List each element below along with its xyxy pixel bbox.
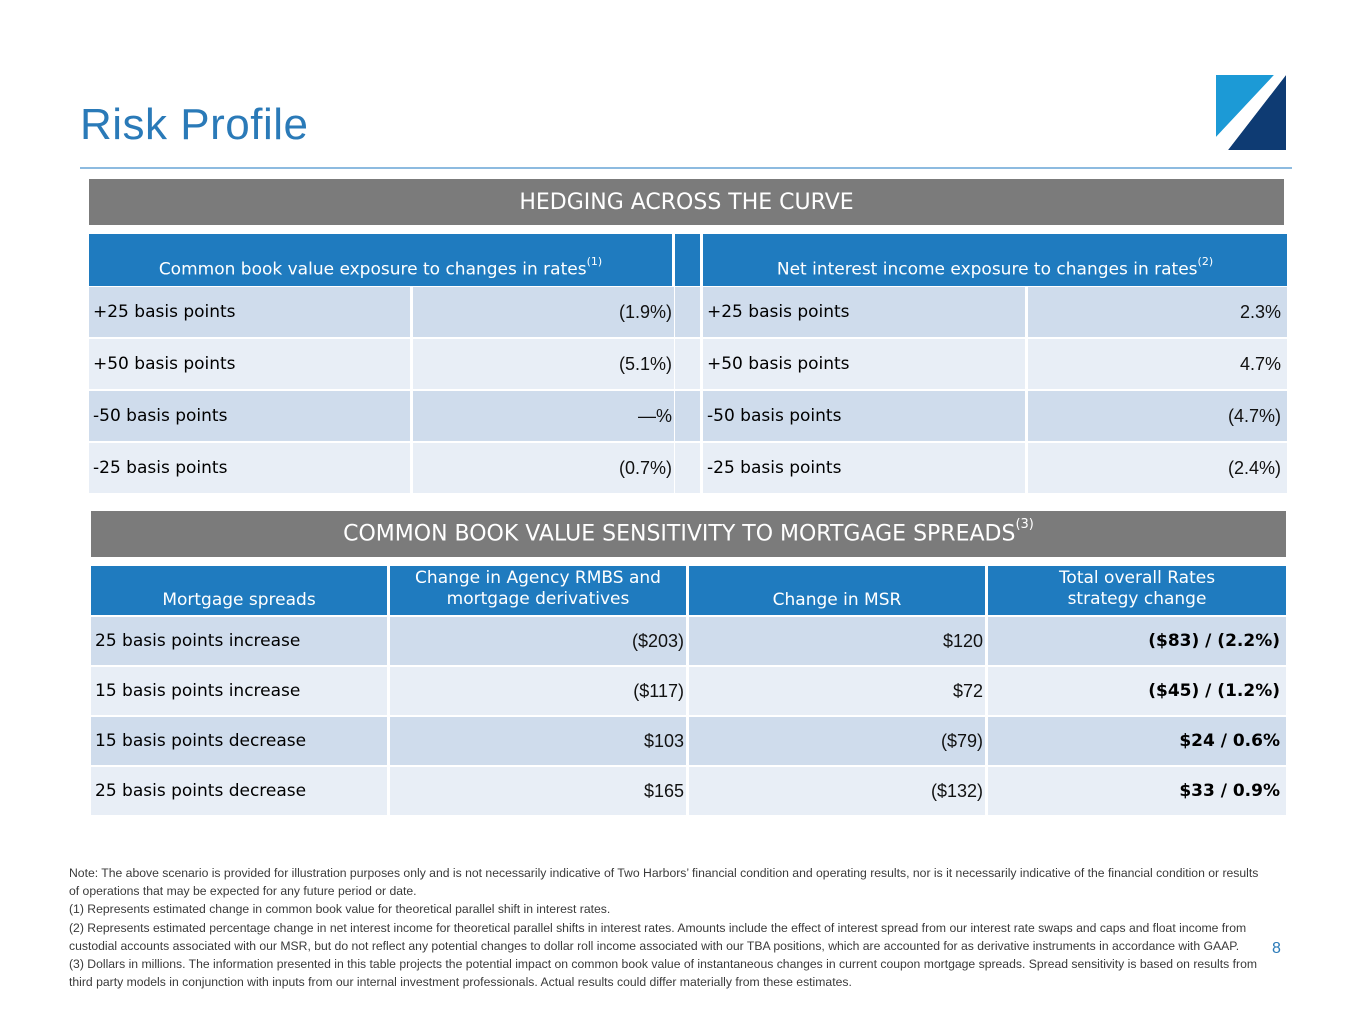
footnote-3: (3) Dollars in millions. The information presented in this table projects the potential impact on common book value of instantaneous changes in current coupon mortgage spreads. Spread sensitivity is based on results from third party models in conjunction with inputs from our internal investment professionals. Actual results could differ materially from these estimates. (69, 957, 1258, 990)
spread-scenario-label: 15 basis points increase (91, 667, 387, 715)
msr-change-value: ($79) (689, 717, 985, 765)
total-change-header (988, 566, 1286, 615)
rmbs-change-value: ($117) (390, 667, 686, 715)
rmbs-change-header (390, 566, 686, 615)
total-change-value: ($83) / (2.2%) (988, 617, 1286, 665)
header-gap-cell (675, 234, 700, 286)
book-value-header-text: Common book value exposure to changes in rates (158, 260, 587, 280)
total-change-value: $33 / 0.9% (988, 767, 1286, 815)
total-header-line1: Total overall Rates (1058, 567, 1216, 588)
msr-change-value: ($132) (689, 767, 985, 815)
msr-change-header (689, 566, 985, 615)
hedge-gap-cell (675, 287, 700, 337)
footnote-1: (1) Represents estimated change in common book value for theoretical parallel shift in interest rates. (69, 902, 611, 917)
rmbs-header-line2: mortgage derivatives (446, 588, 630, 609)
rmbs-change-value: ($203) (390, 617, 686, 665)
nii-header-text: Net interest income exposure to changes in rates (776, 260, 1198, 280)
footnote-note: Note: The above scenario is provided for illustration purposes only and is not necessarily indicative of Two Harbors’ financial condition and operating results, nor is it necessarily indicative of the financial condition or results of operations that may be expected for any future period or date. (69, 866, 1259, 899)
hedge-right-value: 4.7% (1028, 339, 1287, 389)
msr-change-value: $72 (689, 667, 985, 715)
hedge-right-label: -25 basis points (703, 443, 1025, 493)
msr-header-text: Change in MSR (772, 590, 902, 610)
footnote-ref-3: (3) (1015, 517, 1034, 533)
company-logo-icon (1216, 75, 1286, 150)
msr-change-value: $120 (689, 617, 985, 665)
mortgage-spreads-header-text: Mortgage spreads (162, 590, 316, 610)
hedge-left-value: (0.7%) (413, 443, 674, 493)
hedge-right-value: (2.4%) (1028, 443, 1287, 493)
hedge-right-label: -50 basis points (703, 391, 1025, 441)
sensitivity-heading-text: COMMON BOOK VALUE SENSITIVITY TO MORTGAGE SPREADS (343, 521, 1016, 547)
mortgage-spreads-header (91, 566, 387, 615)
rmbs-change-value: $165 (390, 767, 686, 815)
hedge-left-label: -50 basis points (89, 391, 410, 441)
title-divider (80, 167, 1292, 169)
spread-scenario-label: 25 basis points increase (91, 617, 387, 665)
footnote-ref-1: (1) (586, 255, 603, 269)
hedge-left-value: (1.9%) (413, 287, 674, 337)
hedge-gap-cell (675, 339, 700, 389)
spread-scenario-label: 25 basis points decrease (91, 767, 387, 815)
hedge-left-label: +25 basis points (89, 287, 410, 337)
total-change-value: ($45) / (1.2%) (988, 667, 1286, 715)
hedge-right-label: +25 basis points (703, 287, 1025, 337)
page-title: Risk Profile (80, 100, 309, 149)
total-header-line2: strategy change (1067, 588, 1207, 609)
spread-scenario-label: 15 basis points decrease (91, 717, 387, 765)
hedge-right-label: +50 basis points (703, 339, 1025, 389)
hedging-heading-text: HEDGING ACROSS THE CURVE (519, 189, 854, 215)
hedge-left-value: (5.1%) (413, 339, 674, 389)
book-value-exposure-header (89, 234, 672, 286)
hedging-section-heading (89, 179, 1284, 225)
page-number: 8 (1272, 940, 1281, 957)
hedge-left-label: -25 basis points (89, 443, 410, 493)
sensitivity-section-heading (91, 511, 1286, 557)
footnote-2: (2) Represents estimated percentage change in net interest income for theoretical parallel shifts in interest rates. Amounts include the effect of interest spread from our interest rate swaps and caps and float income from custodial accounts associated with our MSR, but do not reflect any potential changes to dollar roll income associated with our TBA positions, which are accounted for as derivative instruments in accordance with GAAP. (69, 920, 1247, 953)
footnotes (69, 864, 1269, 991)
hedge-right-value: (4.7%) (1028, 391, 1287, 441)
total-change-value: $24 / 0.6% (988, 717, 1286, 765)
rmbs-header-line1: Change in Agency RMBS and (415, 567, 661, 588)
rmbs-change-value: $103 (390, 717, 686, 765)
footnote-ref-2: (2) (1197, 255, 1214, 269)
hedge-left-label: +50 basis points (89, 339, 410, 389)
hedge-gap-cell (675, 443, 700, 493)
hedge-right-value: 2.3% (1028, 287, 1287, 337)
nii-exposure-header (703, 234, 1287, 286)
hedge-left-value: —% (413, 391, 674, 441)
hedge-gap-cell (675, 391, 700, 441)
